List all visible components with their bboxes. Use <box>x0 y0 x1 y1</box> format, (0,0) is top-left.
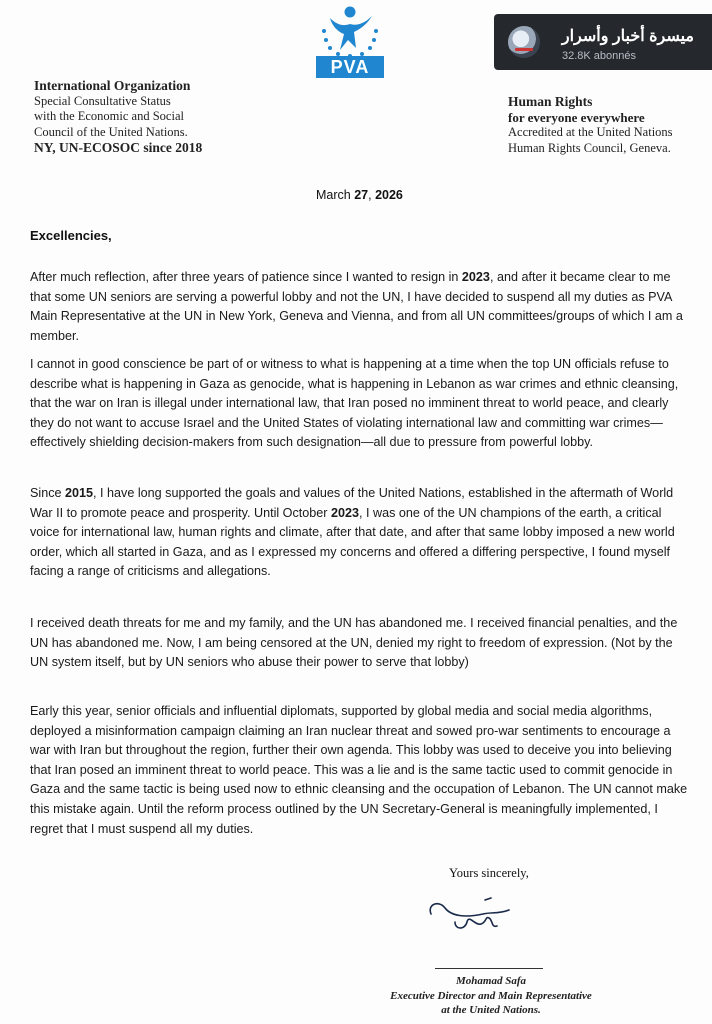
header-right-line2: for everyone everywhere <box>508 109 645 125</box>
date-day: 27 <box>354 188 369 202</box>
channel-avatar[interactable] <box>508 26 540 58</box>
paragraph-4: I received death threats for me and my family, and the UN has abandoned me. I received financial penalties, and the UN has abandoned me. Now, I am being censored at the UN, denied my right to freedom of expression. (Not by the UN system itself, but by UN seniors who abuse their power to serve that lobby) <box>30 616 678 670</box>
p3-year-2: 2023 <box>330 505 360 520</box>
header-left-line2: Special Consultative Status <box>34 93 171 108</box>
p3-text-a: Since <box>30 486 66 500</box>
p3-text-b: , I have long supported the goals and values of the United Nations, established in the aftermath of World War II to promote peace and prosperity. Until October <box>30 486 674 520</box>
signer-name: Mohamad Safa <box>456 975 526 987</box>
header-left-line4: Council of the United Nations. <box>34 124 188 139</box>
p1-text-a: After much reflection, after three years of patience since I wanted to resign in <box>30 270 462 284</box>
date-sep: , <box>368 188 376 202</box>
pva-logo <box>312 4 388 78</box>
signer-title: Executive Director and Main Representative <box>390 989 592 1002</box>
paragraph-1 <box>30 268 690 346</box>
dancing-figure-icon <box>312 4 388 58</box>
p1-year: 2023 <box>461 270 490 284</box>
header-right-line1: Human Rights <box>508 94 593 109</box>
signer-org: at the United Nations. <box>441 1004 541 1016</box>
pva-logo-text: PVA <box>316 56 384 78</box>
signer-block <box>376 974 606 1018</box>
channel-name[interactable]: ميسرة أخبار وأسرار <box>561 28 694 45</box>
handwritten-signature <box>425 892 515 936</box>
paragraph-5: Early this year, senior officials and influential diplomats, supported by global media and social media algorithms, deployed a misinformation campaign claiming an Iran nuclear threat and sowed pro-war sentiments to encourage a war with Iran but throughout the region, further their own agenda. This lobby was used to deceive you into believing that Iran posed an imminent threat to world peace. This was a lie and is the same tactic used to commit genocide in Gaza and the same tactic is being used now to ethnic cleansing and the occupation of Lebanon. The UN cannot make this mistake again. Until the reform process outlined by the UN Secretary-General is meaningfully implemented, I regret that I must suspend all my duties. <box>30 704 688 836</box>
header-left-line3: with the Economic and Social <box>34 109 184 123</box>
paragraph-3 <box>30 484 690 582</box>
header-right <box>508 94 673 156</box>
channel-subscribers: 32.8K abonnés <box>561 50 636 62</box>
closing: Yours sincerely, <box>449 866 529 880</box>
date-prefix: March <box>316 188 355 202</box>
header-left-line5: NY, UN-ECOSOC since 2018 <box>34 140 203 155</box>
signature-line <box>435 968 543 969</box>
header-right-line4: Human Rights Council, Geneva. <box>508 140 671 155</box>
p3-text-c: , I was one of the UN champions of the earth, a critical voice for international law, human rights and climate, after that date, and after that same lobby imposed a new world order, which all started in Gaza, and as I expressed my concerns and offered a differing perspective, I found myself facing a range of criticisms and allegations. <box>30 505 675 579</box>
date-year: 2026 <box>375 188 403 202</box>
header-right-line3: Accredited at the United Nations <box>508 125 673 139</box>
p1-text-b: , and after it became clear to me that some UN seniors are serving a powerful lobby and not the UN, I have decided to suspend all my duties as PVA Main Representative at the UN in New York, Geneva and Vienna, and from all UN committees/groups of which I am a member. <box>30 270 683 343</box>
salutation: Excellencies, <box>30 228 112 243</box>
p3-year-1: 2015 <box>65 486 94 500</box>
paragraph-2: I cannot in good conscience be part of or witness to what is happening at a time when the top UN officials refuse to describe what is happening in Gaza as genocide, what is happening in Lebanon as war crimes and ethnic cleansing, that the war on Iran is illegal under international law, that Iran posed no imminent threat to world peace, and clearly they do not want to accuse Israel and the United States of violating international law and committing war crimes—effectively shielding decision-makers from such designation—all due to pressure from powerful lobby. <box>30 357 679 450</box>
letter-date <box>316 188 403 202</box>
header-left <box>34 78 202 156</box>
channel-badge[interactable] <box>494 14 712 70</box>
header-left-line1: International Organization <box>34 78 191 93</box>
